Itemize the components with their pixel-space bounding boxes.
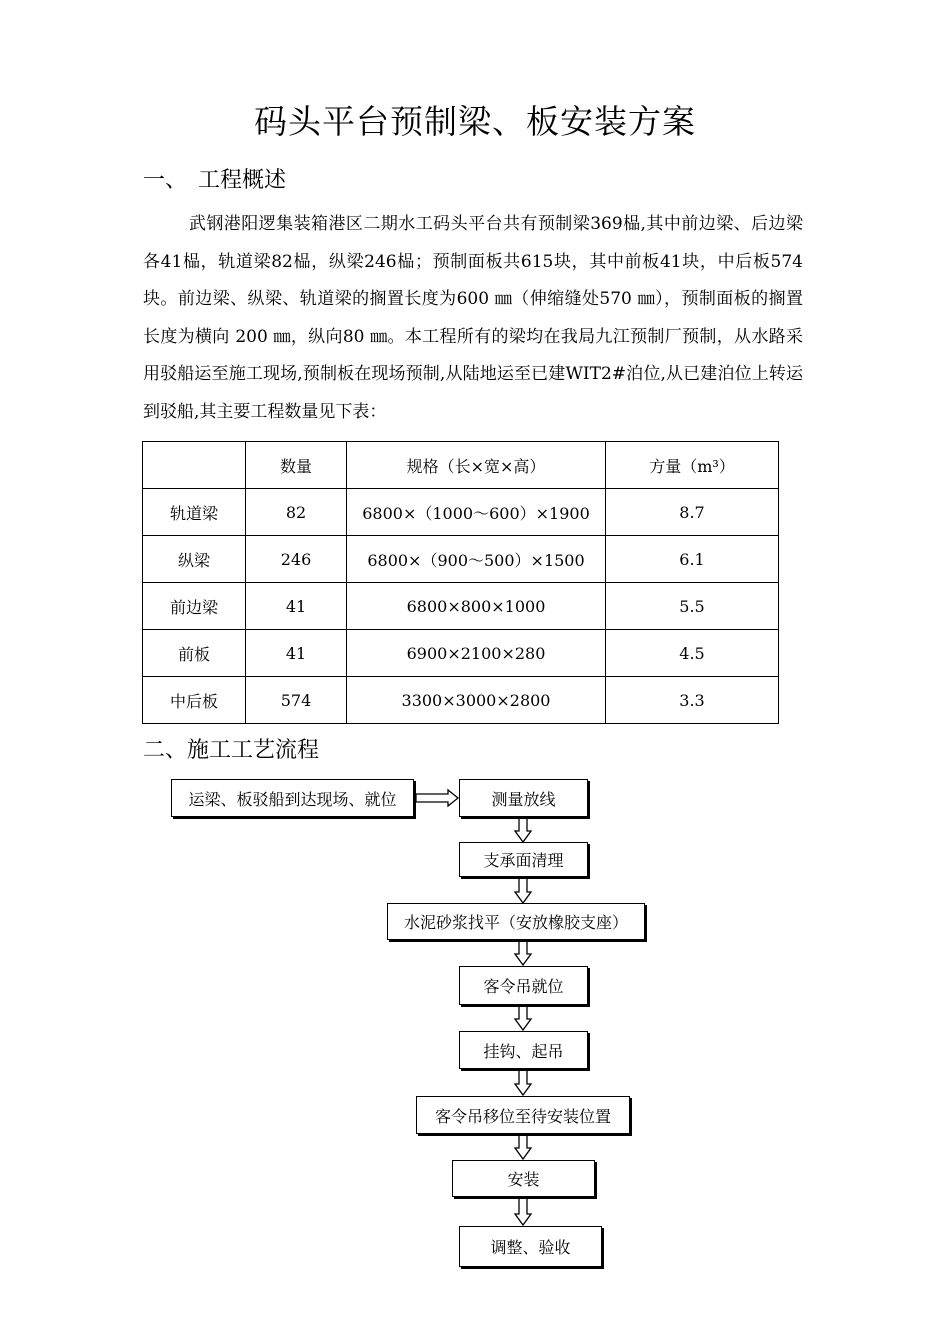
page-title: 码头平台预制梁、板安装方案: [254, 102, 696, 141]
table-cell: 轨道梁: [143, 489, 246, 536]
table-row: [143, 536, 779, 583]
arrow-down-icon: [515, 1197, 531, 1225]
header-cell: 方量（m³）: [606, 442, 779, 489]
table-cell: 574: [246, 677, 347, 724]
table-cell: 5.5: [606, 583, 779, 630]
overview-paragraph: [143, 206, 803, 431]
flow-step-ship-arrival: 运梁、板驳船到达现场、就位: [171, 779, 414, 817]
table-cell: 3300×3000×2800: [347, 677, 606, 724]
arrow-down-icon: [515, 877, 531, 903]
table-cell: 41: [246, 583, 347, 630]
header-cell: 数量: [246, 442, 347, 489]
table-cell: 前板: [143, 630, 246, 677]
flow-step-crane-position: 客令吊就位: [459, 966, 588, 1005]
table-header-row: [143, 442, 779, 489]
arrow-down-icon: [515, 940, 531, 965]
table-cell: 6800×（900～500）×1500: [347, 536, 606, 583]
arrow-down-icon: [515, 817, 531, 842]
arrow-down-icon: [515, 1005, 531, 1030]
flow-step-clean-support: 支承面清理: [459, 842, 588, 877]
table-cell: 41: [246, 630, 347, 677]
arrow-down-icon: [515, 1134, 531, 1159]
overview-text: 武钢港阳逻集装箱港区二期水工码头平台共有预制梁369榀,其中前边梁、后边梁各41榀，轨道梁82榀，纵梁246榀；预制面板共615块，其中前板41块，中后板574块。前边梁、纵梁、轨道梁的搁置长度为600 ㎜（伸缩缝处570 ㎜），预制面板的搁置长度为横向 200 ㎜，纵向80 ㎜。本工程所有的梁均在我局九江预制厂预制，从水路采用驳船运至施工现场,预制板在现场预制,从陆地运至已建WIT2#泊位,从已建泊位上转运到驳船,其主要工程数量见下表：: [143, 214, 803, 422]
flow-step-survey: 测量放线: [459, 779, 588, 817]
quantity-table: [142, 441, 779, 724]
table-cell: 6800×800×1000: [347, 583, 606, 630]
table-row: [143, 630, 779, 677]
table-cell: 4.5: [606, 630, 779, 677]
arrow-right-icon: [416, 790, 458, 806]
flow-step-crane-move: 客令吊移位至待安装位置: [416, 1096, 630, 1134]
table-cell: 8.7: [606, 489, 779, 536]
table-cell: 6.1: [606, 536, 779, 583]
table-cell: 纵梁: [143, 536, 246, 583]
section-heading-overview: 一、 工程概述: [143, 168, 287, 193]
flow-step-hook-lift: 挂钩、起吊: [459, 1031, 588, 1069]
section-heading-process: 二、施工工艺流程: [143, 738, 320, 763]
header-cell: 规格（长×宽×高）: [347, 442, 606, 489]
table-cell: 82: [246, 489, 347, 536]
flow-step-mortar-leveling: 水泥砂浆找平（安放橡胶支座）: [387, 903, 645, 940]
table-cell: 6800×（1000～600）×1900: [347, 489, 606, 536]
table-cell: 6900×2100×280: [347, 630, 606, 677]
table-cell: 中后板: [143, 677, 246, 724]
flow-step-adjust-accept: 调整、验收: [459, 1226, 602, 1267]
table-cell: 前边梁: [143, 583, 246, 630]
table-row: [143, 677, 779, 724]
arrow-down-icon: [515, 1069, 531, 1095]
flow-step-install: 安装: [452, 1160, 595, 1197]
table-row: [143, 489, 779, 536]
header-cell: [143, 442, 246, 489]
table-cell: 3.3: [606, 677, 779, 724]
table-cell: 246: [246, 536, 347, 583]
table-row: [143, 583, 779, 630]
